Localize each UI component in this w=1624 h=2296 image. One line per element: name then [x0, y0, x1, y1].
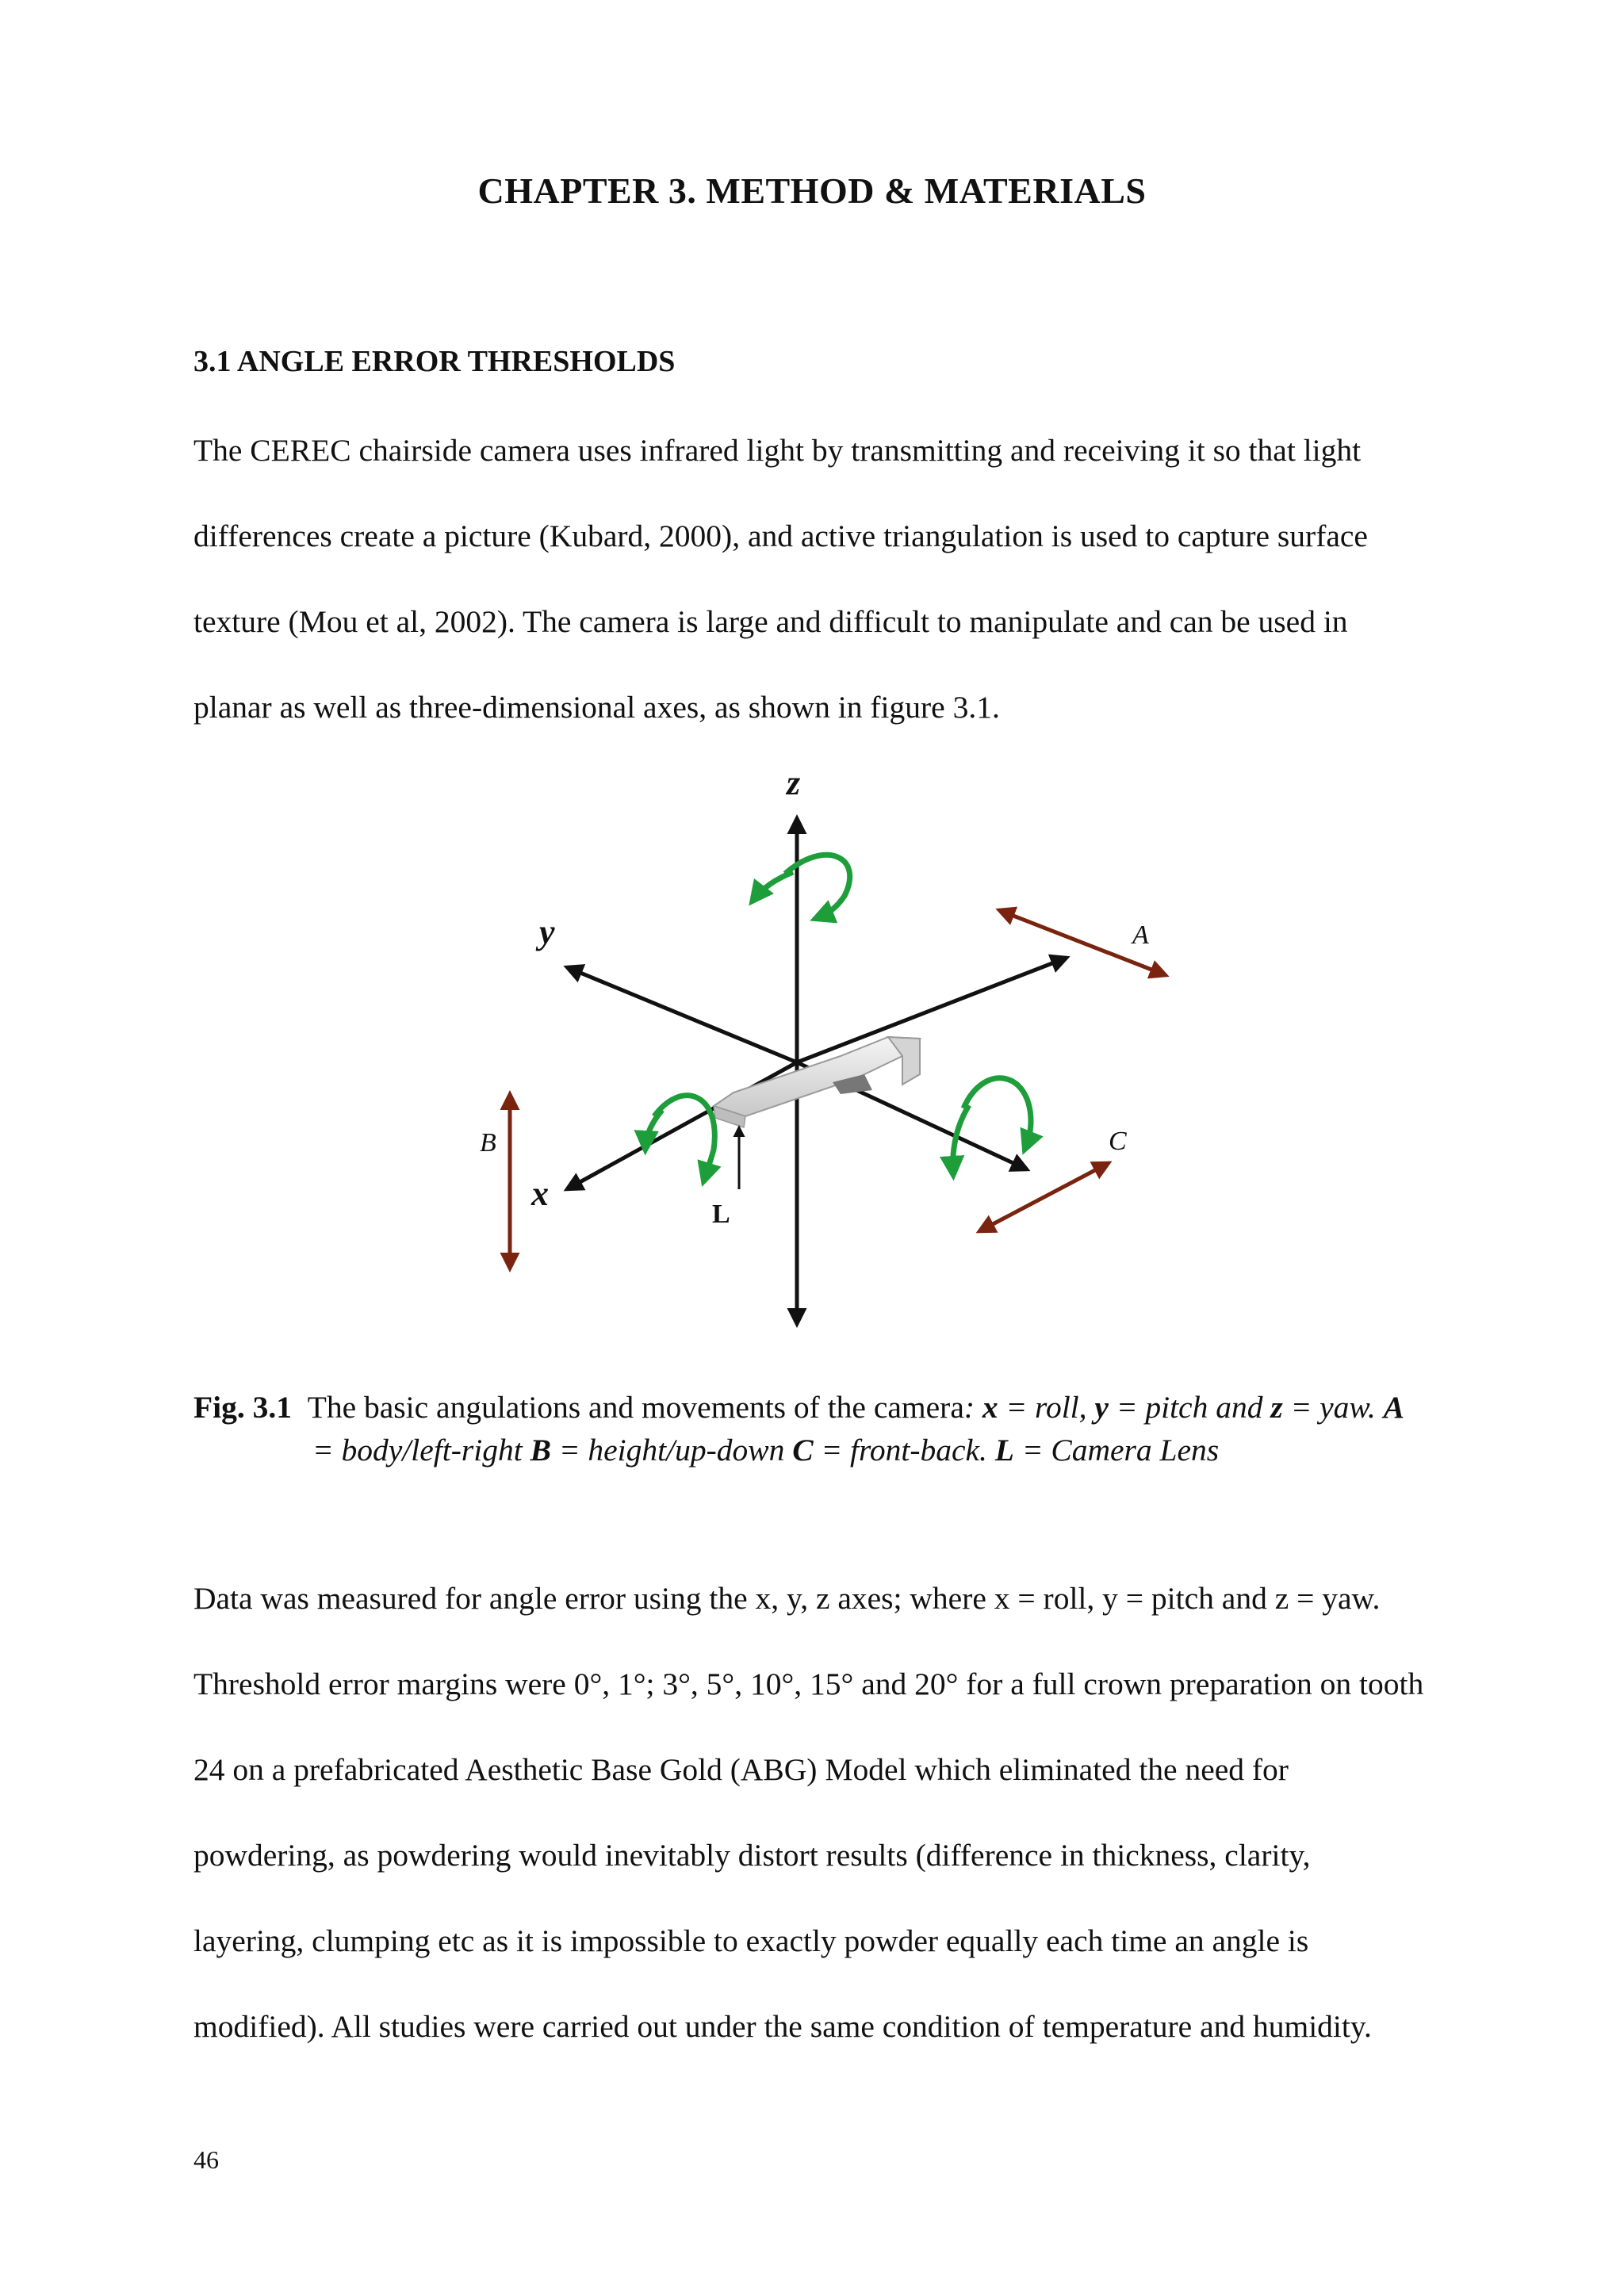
paragraph-line: The CEREC chairside camera uses infrared light by transmitting and receiving it so that light: [193, 433, 1362, 468]
caption-l-symbol: L: [994, 1433, 1014, 1468]
movement-arrow-c: [979, 1163, 1109, 1231]
x-axis: [567, 1062, 797, 1189]
caption-line-1: [193, 1386, 1478, 1429]
camera-body: [714, 1037, 920, 1127]
paragraph-intro: [193, 428, 1462, 771]
axis-label-x: x: [531, 1174, 549, 1213]
page-number: 46: [193, 2145, 219, 2174]
caption-b-symbol: B: [530, 1433, 551, 1468]
caption-z-symbol: z: [1270, 1390, 1283, 1425]
paragraph-line: differences create a picture (Kubard, 2000), and active triangulation is used to capture surface: [193, 519, 1368, 553]
caption-figure-label: Fig. 3.1: [193, 1390, 292, 1425]
section-heading: 3.1 ANGLE ERROR THRESHOLDS: [193, 345, 676, 378]
caption-y-definition: = pitch and: [1116, 1390, 1263, 1425]
caption-z-definition: = yaw.: [1290, 1390, 1376, 1425]
caption-c-symbol: C: [792, 1433, 814, 1468]
paragraph-line: texture (Mou et al, 2002). The camera is large and difficult to manipulate and can be used in: [193, 604, 1348, 639]
paragraph-line: modified). All studies were carried out under the same condition of temperature and humidity.: [193, 2009, 1372, 2044]
camera-axes-diagram: [444, 761, 1197, 1332]
figure-camera-axes: [444, 761, 1197, 1332]
paragraph-line: Data was measured for angle error using the x, y, z axes; where x = roll, y = pitch and z = yaw.: [193, 1581, 1381, 1616]
caption-a-definition: = body/left-right: [312, 1433, 523, 1468]
pitch-rotation-arrow: [963, 1078, 1031, 1148]
caption-c-definition: = front-back.: [821, 1433, 987, 1468]
paragraph-line: layering, clumping etc as it is impossible to exactly powder equally each time an angle is: [193, 1923, 1309, 1958]
movement-label-a: A: [1132, 920, 1149, 950]
paragraph-line: powdering, as powdering would inevitably distort results (difference in thickness, clarity,: [193, 1838, 1311, 1873]
caption-text: The basic angulations and movements of the camera: [307, 1390, 964, 1425]
y-axis: [567, 967, 797, 1062]
paragraph-line: planar as well as three-dimensional axes, as shown in figure 3.1.: [193, 690, 1000, 725]
caption-x-symbol: x: [982, 1390, 998, 1425]
paragraph-data-measurement: [193, 1576, 1462, 2090]
movement-label-b: B: [480, 1128, 496, 1158]
caption-l-definition: = Camera Lens: [1021, 1433, 1220, 1468]
axis-label-y: y: [539, 913, 555, 951]
caption-y-symbol: y: [1094, 1390, 1109, 1425]
caption-line-2: [193, 1429, 1478, 1471]
movement-label-c: C: [1109, 1127, 1127, 1156]
figure-caption: [193, 1386, 1478, 1471]
chapter-title: CHAPTER 3. METHOD & MATERIALS: [477, 170, 1147, 211]
yaw-rotation-arrow-tail: [753, 872, 793, 900]
lens-label-l: L: [712, 1200, 730, 1229]
caption-a-symbol: A: [1383, 1390, 1404, 1425]
paragraph-line: 24 on a prefabricated Aesthetic Base Gold (ABG) Model which eliminated the need for: [193, 1752, 1289, 1787]
caption-colon: :: [963, 1390, 975, 1425]
axis-label-z: z: [787, 763, 801, 802]
caption-x-definition: = roll,: [1005, 1390, 1087, 1425]
yaw-rotation-arrow: [785, 855, 850, 918]
y-axis-positive: [797, 958, 1067, 1062]
caption-b-definition: = height/up-down: [558, 1433, 785, 1468]
paragraph-line: Threshold error margins were 0°, 1°; 3°, 5°, 10°, 15° and 20° for a full crown preparation on tooth: [193, 1667, 1424, 1701]
